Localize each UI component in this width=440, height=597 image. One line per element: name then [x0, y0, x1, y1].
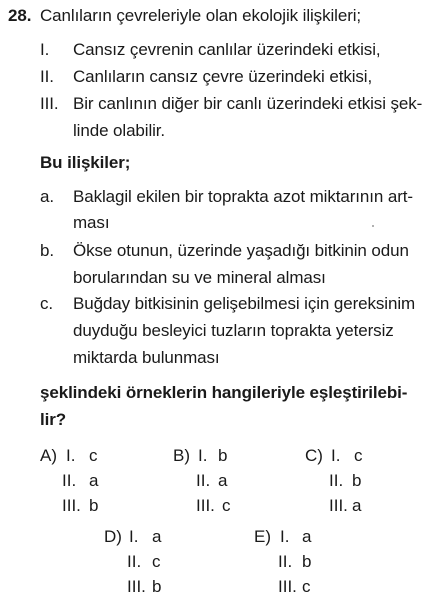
- option-letter: a: [352, 496, 362, 515]
- option-roman: I.: [129, 527, 139, 546]
- letter-text-continued: ması: [73, 213, 110, 232]
- prompt-line-1: şeklindeki örneklerin hangileriyle eşleştirilebi-: [40, 383, 408, 402]
- option-label: D): [104, 527, 122, 546]
- roman-marker: II.: [40, 67, 54, 86]
- question-number: 28.: [8, 6, 32, 25]
- question-stem: Canlıların çevreleriyle olan ekolojik ilişkileri;: [40, 6, 362, 25]
- roman-text-continued: linde olabilir.: [73, 121, 166, 140]
- prompt-line-2: lir?: [40, 410, 67, 429]
- option-letter: b: [218, 446, 228, 465]
- option-letter: a: [89, 471, 99, 490]
- option-label: C): [305, 446, 323, 465]
- letter-text-continued: duyduğu besleyici tuzların toprakta yetersiz: [73, 321, 394, 340]
- option-roman: II.: [196, 471, 211, 490]
- option-label: E): [254, 527, 271, 546]
- letter-marker: c.: [40, 294, 54, 313]
- roman-marker: III.: [40, 94, 59, 113]
- option-letter: b: [302, 552, 312, 571]
- letter-text-continued: borularından su ve mineral alması: [73, 268, 326, 287]
- option-roman: III.: [278, 577, 297, 596]
- option-letter: c: [354, 446, 363, 465]
- option-letter: c: [222, 496, 231, 515]
- print-speck: [372, 225, 374, 227]
- letter-text: Ökse otunun, üzerinde yaşadığı bitkinin odun: [73, 241, 409, 260]
- option-roman: II.: [329, 471, 344, 490]
- option-roman: II.: [62, 471, 77, 490]
- letter-text: Baklagil ekilen bir toprakta azot miktarının art-: [73, 187, 413, 206]
- option-roman: III.: [329, 496, 348, 515]
- option-letter: a: [152, 527, 162, 546]
- option-letter: b: [152, 577, 162, 596]
- letter-marker: b.: [40, 241, 54, 260]
- option-letter: a: [302, 527, 312, 546]
- option-roman: I.: [280, 527, 290, 546]
- option-roman: III.: [196, 496, 215, 515]
- roman-text: Cansız çevrenin canlılar üzerindeki etkisi,: [73, 40, 381, 59]
- option-roman: II.: [127, 552, 142, 571]
- option-letter: a: [218, 471, 228, 490]
- option-letter: b: [352, 471, 362, 490]
- option-letter: c: [89, 446, 98, 465]
- option-letter: c: [152, 552, 161, 571]
- roman-marker: I.: [40, 40, 50, 59]
- subheading: Bu ilişkiler;: [40, 153, 131, 172]
- option-roman: I.: [198, 446, 208, 465]
- option-roman: I.: [331, 446, 341, 465]
- option-roman: III.: [127, 577, 146, 596]
- letter-text: Buğday bitkisinin gelişebilmesi için gereksinim: [73, 294, 416, 313]
- option-letter: c: [302, 577, 311, 596]
- option-label: A): [40, 446, 57, 465]
- option-label: B): [173, 446, 190, 465]
- option-roman: I.: [66, 446, 76, 465]
- roman-text: Canlıların cansız çevre üzerindeki etkisi,: [73, 67, 373, 86]
- letter-text-continued: miktarda bulunması: [73, 348, 220, 367]
- option-letter: b: [89, 496, 99, 515]
- roman-text: Bir canlının diğer bir canlı üzerindeki etkisi şek-: [73, 94, 423, 113]
- option-roman: III.: [62, 496, 81, 515]
- letter-marker: a.: [40, 187, 54, 206]
- option-roman: II.: [278, 552, 293, 571]
